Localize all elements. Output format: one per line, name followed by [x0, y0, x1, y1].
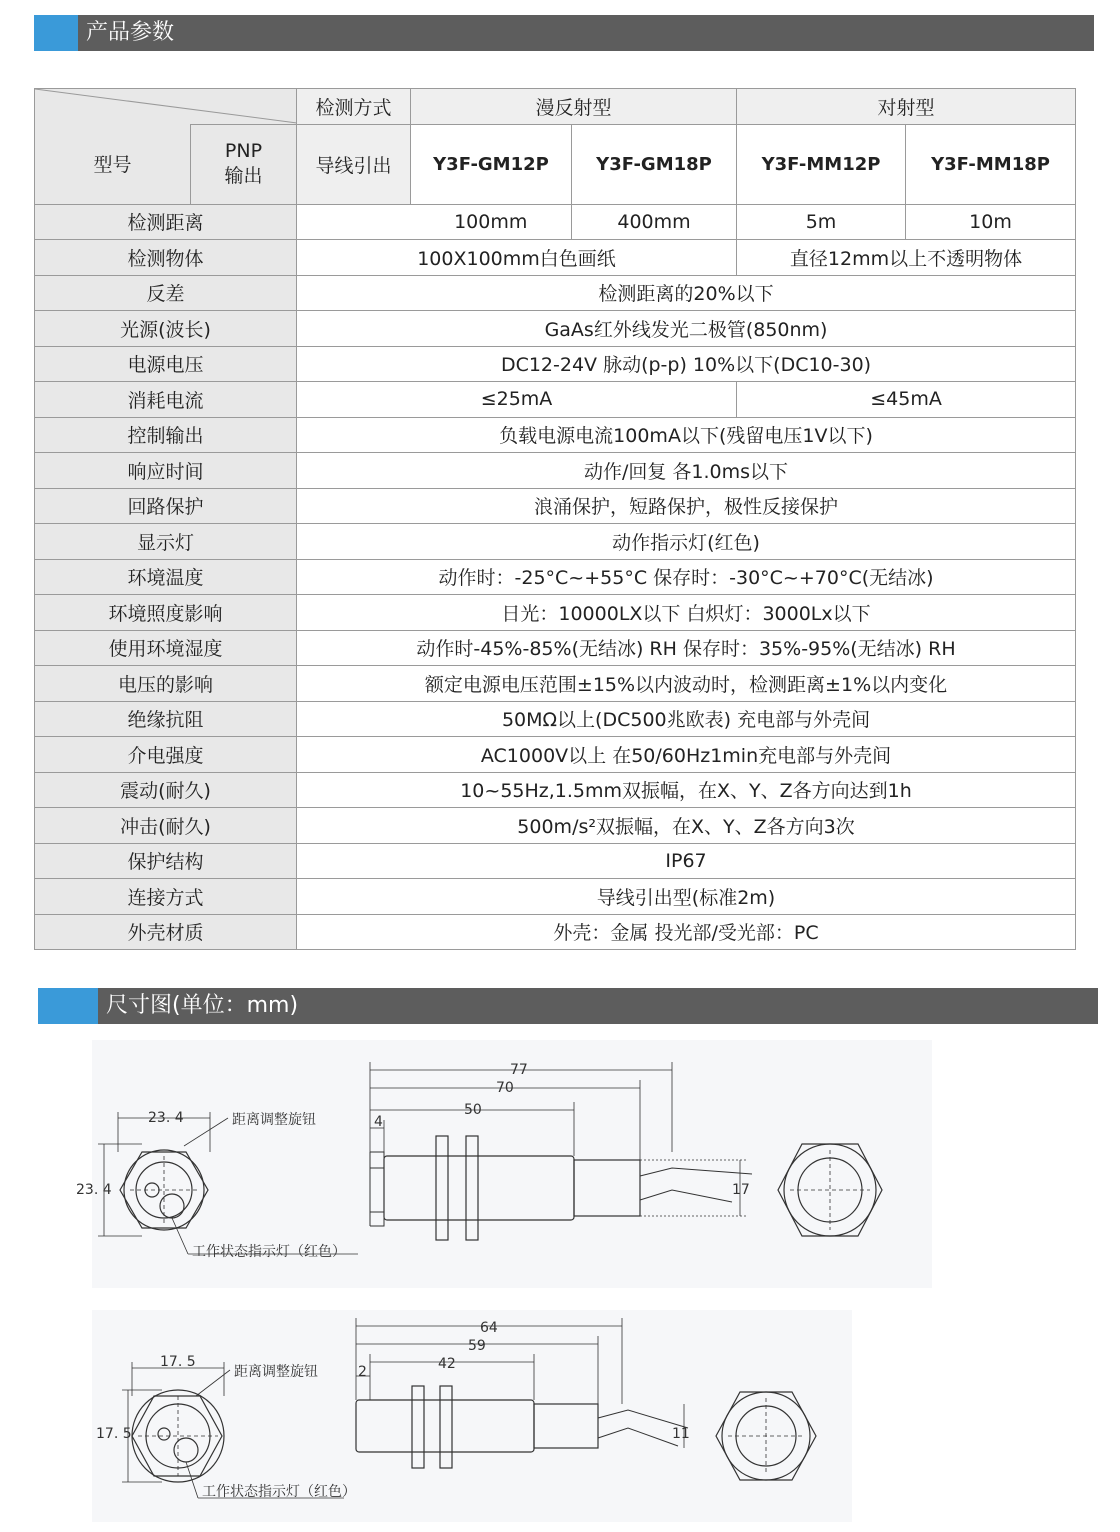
table-row: [35, 772, 1076, 808]
dim-label: 70: [496, 1080, 514, 1096]
section-accent: [38, 988, 98, 1024]
dim-label: 42: [438, 1356, 456, 1372]
knob-label: 距离调整旋钮: [232, 1112, 316, 1128]
diagonal-line: [35, 89, 297, 123]
table-row: [35, 346, 1076, 382]
nut-1: [412, 1386, 424, 1468]
dim-label: 17: [732, 1182, 750, 1198]
row-label: 光源(波长): [35, 311, 297, 347]
table-row: [35, 701, 1076, 737]
row-label: 介电强度: [35, 737, 297, 773]
row-label: 绝缘抗阻: [35, 701, 297, 737]
table-row: [35, 630, 1076, 666]
dimension-drawing-m12: [92, 1310, 852, 1522]
row-label: 电压的影响: [35, 666, 297, 702]
table-row: [35, 524, 1076, 560]
header-through: 对射型: [737, 89, 1076, 125]
table-row: [35, 559, 1076, 595]
led-label: 工作状态指示灯（红色）: [202, 1484, 356, 1500]
row-label: 震动(耐久): [35, 772, 297, 808]
value-cell: 检测距离的20%以下: [297, 275, 1076, 311]
nut-2: [440, 1386, 452, 1468]
row-label: 消耗电流: [35, 382, 297, 418]
row-label: 反差: [35, 275, 297, 311]
value-cell: ≤45mA: [737, 382, 1076, 418]
table-row: [35, 417, 1076, 453]
section-title: 尺寸图(单位：mm): [106, 993, 299, 1018]
value-cell: 浪涌保护，短路保护，极性反接保护: [297, 488, 1076, 524]
spec-table: [34, 88, 1076, 950]
value-cell: 100X100mm白色画纸: [297, 240, 737, 276]
dimension-drawing-m18: [76, 1040, 932, 1288]
knob-circle: [158, 1428, 170, 1440]
header-wire: 导线引出: [297, 124, 411, 204]
dim-label: 2: [358, 1364, 367, 1380]
section-header-params: [34, 15, 1094, 51]
drawing-svg: [92, 1310, 852, 1522]
nut-2: [466, 1136, 478, 1240]
value-cell: AC1000V以上 在50/60Hz1min充电部与外壳间: [297, 737, 1076, 773]
table-row: [35, 382, 1076, 418]
value-cell: 10m: [906, 204, 1076, 240]
section-header-dimensions: [38, 988, 1098, 1024]
dim-label: 77: [510, 1062, 528, 1078]
value-cell: ≤25mA: [297, 382, 737, 418]
table-row: [35, 240, 1076, 276]
led-label: 工作状态指示灯（红色）: [192, 1244, 346, 1260]
table-row: [35, 737, 1076, 773]
row-label: 控制输出: [35, 417, 297, 453]
header-diffuse: 漫反射型: [411, 89, 737, 125]
header-pnp: PNP 输出: [191, 124, 297, 204]
header-model: 型号: [35, 124, 191, 204]
header-corner: [35, 89, 297, 125]
dim-label: 11: [672, 1426, 690, 1442]
row-label: 冲击(耐久): [35, 808, 297, 844]
model-cell: Y3F-MM18P: [906, 124, 1076, 204]
table-row: [35, 275, 1076, 311]
value-cell: 导线引出型(标准2m): [297, 879, 1076, 915]
header-method: 检测方式: [297, 89, 411, 125]
model-cell: Y3F-MM12P: [737, 124, 906, 204]
table-row: [35, 879, 1076, 915]
knob-label: 距离调整旋钮: [234, 1364, 318, 1380]
empty-cell: [297, 204, 411, 240]
row-label: 回路保护: [35, 488, 297, 524]
value-cell: 500m/s²双振幅，在X、Y、Z各方向3次: [297, 808, 1076, 844]
row-label: 检测物体: [35, 240, 297, 276]
value-cell: 直径12mm以上不透明物体: [737, 240, 1076, 276]
sensor-body: [356, 1400, 534, 1452]
table-row: [35, 311, 1076, 347]
dim-label: 50: [464, 1102, 482, 1118]
table-row: [35, 666, 1076, 702]
value-cell: DC12-24V 脉动(p-p) 10%以下(DC10-30): [297, 346, 1076, 382]
row-label: 环境照度影响: [35, 595, 297, 631]
value-cell: 动作时-45%-85%(无结冰) RH 保存时：35%-95%(无结冰) RH: [297, 630, 1076, 666]
sensor-tail: [574, 1160, 640, 1216]
row-label: 响应时间: [35, 453, 297, 489]
value-cell: 400mm: [572, 204, 737, 240]
drawing-svg: [76, 1040, 932, 1288]
table-row: [35, 843, 1076, 879]
section-title: 产品参数: [86, 20, 175, 45]
dim-label: 23. 4: [148, 1110, 184, 1126]
value-cell: 100mm: [411, 204, 572, 240]
row-label: 检测距离: [35, 204, 297, 240]
table-row: [35, 488, 1076, 524]
table-row: [35, 914, 1076, 950]
dim-label: 59: [468, 1338, 486, 1354]
value-cell: 额定电源电压范围±15%以内波动时，检测距离±1%以内变化: [297, 666, 1076, 702]
section-accent: [34, 15, 78, 51]
value-cell: 动作/回复 各1.0ms以下: [297, 453, 1076, 489]
dim-label: 64: [480, 1320, 498, 1336]
value-cell: 日光：10000LX以下 白炽灯：3000Lx以下: [297, 595, 1076, 631]
value-cell: 动作时：-25°C~+55°C 保存时：-30°C~+70°C(无结冰): [297, 559, 1076, 595]
row-label: 外壳材质: [35, 914, 297, 950]
model-cell: Y3F-GM18P: [572, 124, 737, 204]
table-row: [35, 808, 1076, 844]
value-cell: 5m: [737, 204, 906, 240]
value-cell: 动作指示灯(红色): [297, 524, 1076, 560]
dim-label: 17. 5: [160, 1354, 196, 1370]
value-cell: 10~55Hz,1.5mm双振幅，在X、Y、Z各方向达到1h: [297, 772, 1076, 808]
dim-label: 23. 4: [76, 1182, 112, 1198]
value-cell: 50MΩ以上(DC500兆欧表) 充电部与外壳间: [297, 701, 1076, 737]
row-label: 显示灯: [35, 524, 297, 560]
row-label: 使用环境湿度: [35, 630, 297, 666]
nut-1: [436, 1136, 448, 1240]
row-label: 保护结构: [35, 843, 297, 879]
value-cell: IP67: [297, 843, 1076, 879]
dim-label: 4: [374, 1114, 383, 1130]
table-row: [35, 595, 1076, 631]
dim-label: 17. 5: [96, 1426, 132, 1442]
row-label: 环境温度: [35, 559, 297, 595]
value-cell: GaAs红外线发光二极管(850nm): [297, 311, 1076, 347]
table-row: [35, 453, 1076, 489]
value-cell: 外壳：金属 投光部/受光部：PC: [297, 914, 1076, 950]
sensor-tail: [534, 1404, 598, 1448]
value-cell: 负载电源电流100mA以下(残留电压1V以下): [297, 417, 1076, 453]
model-cell: Y3F-GM12P: [411, 124, 572, 204]
table-row: [35, 204, 1076, 240]
row-label: 电源电压: [35, 346, 297, 382]
row-label: 连接方式: [35, 879, 297, 915]
sensor-body: [384, 1156, 574, 1220]
